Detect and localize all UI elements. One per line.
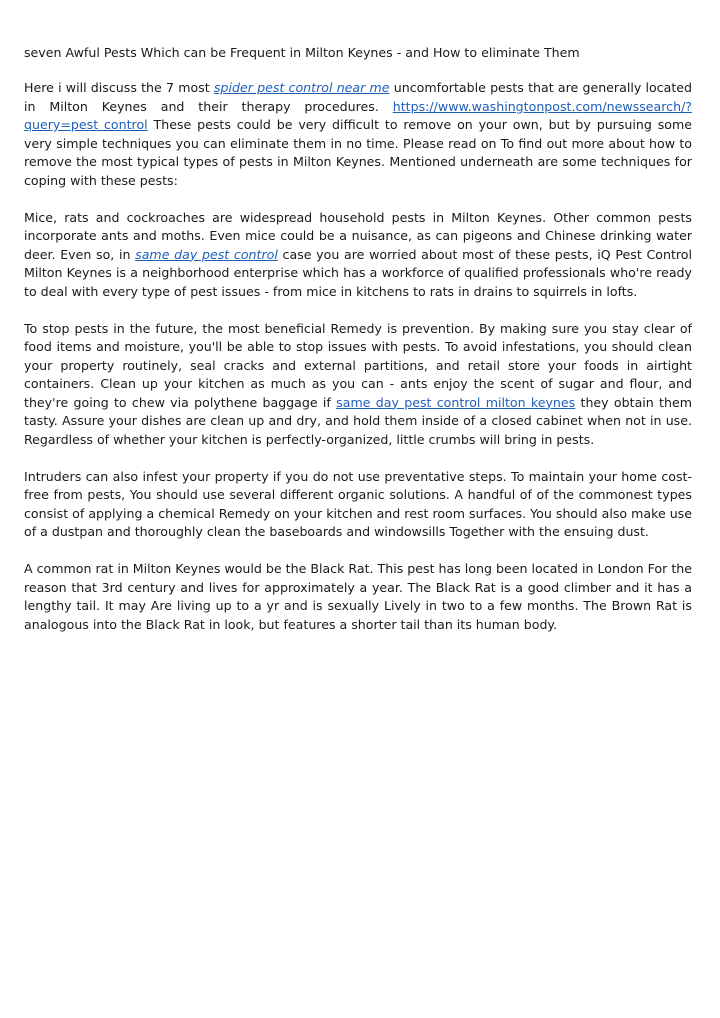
paragraph-common-pests	[24, 209, 692, 302]
link-spider-pest-control[interactable]: spider pest control near me	[213, 80, 390, 95]
paragraph-text: To stop pests in the future, the most beneficial Remedy is prevention. By making sure you stay clear of food items and moisture, you'll be able to stop issues with pests. To avoid infestations, you should clean your property routinely, seal cracks and external partitions, and retail store your foods in airtight containers. Clean up your kitchen as much as you can - ants enjoy the scent of sugar and flour, and they're going to chew via polythene baggage if	[24, 320, 692, 410]
paragraph-black-rat: A common rat in Milton Keynes would be the Black Rat. This pest has long been located in London For the reason that 3rd century and lives for approximately a year. The Black Rat is a good climber and it has a lengthy tail. It may Are living up to a yr and is sexually Lively in two to a few months. The Brown Rat is analogous into the Black Rat in look, but features a shorter tail than its human body.	[24, 561, 692, 632]
link-same-day-pest-control[interactable]: same day pest control	[135, 246, 278, 262]
document-title: seven Awful Pests Which can be Frequent in Milton Keynes - and How to eliminate Them	[24, 45, 580, 60]
paragraph-text: Here i will discuss the 7 most	[24, 80, 214, 95]
paragraph-text: These pests could be very difficult to remove on your own, but by pursuing some very simple techniques you can eliminate them in no time. Please read on To find out more about how to remove the most typical types of pests in Milton Keynes. Mentioned underneath are some techniques for coping with these pests:	[24, 117, 693, 188]
paragraph-text: case you are worried about most of these pests, iQ Pest Control Milton Keynes is a neighborhood enterprise which has a workforce of qualified professionals who're ready to deal with every type of pest issues - from mice in kitchens to rats in drains to squirrels in lofts.	[24, 246, 693, 299]
paragraph-prevention	[24, 320, 692, 450]
paragraph-text: they obtain them tasty. Assure your dishes are clean up and dry, and hold them inside of a closed cabinet when not in use. Regardless of whether your kitchen is perfectly-organized, little crumbs will bring in pests.	[24, 394, 692, 447]
link-washingtonpost-search[interactable]: https://www.washingtonpost.com/newssearch/?query=pest control	[24, 98, 692, 132]
paragraph-text: uncomfortable pests that are generally located in Milton Keynes and their therapy procedures.	[24, 80, 693, 114]
paragraph-intruders: Intruders can also infest your property if you do not use preventative steps. To maintain your home cost-free from pests, You should use several different organic solutions. A handful of of the commonest types consist of applying a chemical Remedy on your kitchen and rest room surfaces. You should also make use of a dustpan and thoroughly clean the baseboards and windowsills Together with the ensuing dust.	[24, 468, 692, 539]
paragraph-intro	[24, 79, 692, 190]
link-same-day-pest-control-milton-keynes[interactable]: same day pest control milton keynes	[336, 394, 576, 410]
paragraph-text: Mice, rats and cockroaches are widespread household pests in Milton Keynes. Other common pests incorporate ants and moths. Even mice could be a nuisance, as can pigeons and Chinese drinking water deer. Even so, in	[24, 209, 692, 262]
